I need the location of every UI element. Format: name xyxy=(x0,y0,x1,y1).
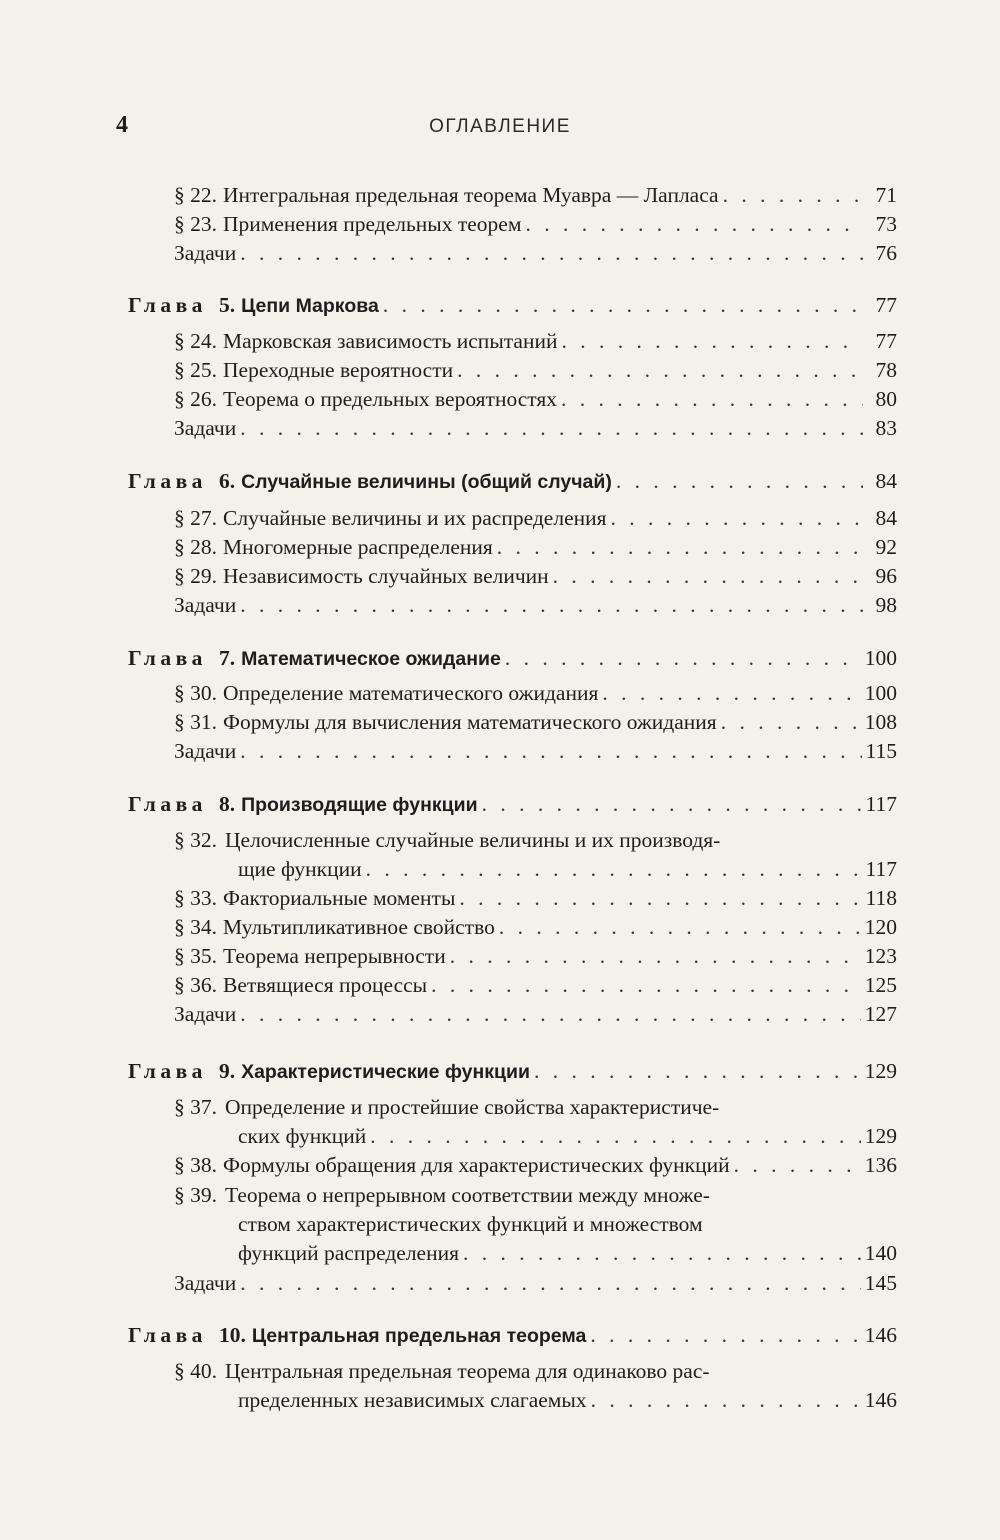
page-ref: 118 xyxy=(865,886,897,910)
leader-dots xyxy=(590,1320,860,1350)
leader-dots xyxy=(497,532,863,562)
page-ref: 71 xyxy=(875,183,897,207)
chapter-word: Глава xyxy=(128,469,207,493)
leader-dots xyxy=(611,503,863,533)
section-row xyxy=(174,883,897,913)
section-continuation-row xyxy=(238,1385,897,1415)
section-title: Факториальные моменты xyxy=(223,886,456,910)
section-row xyxy=(174,180,897,210)
toc-section[interactable] xyxy=(0,209,1000,239)
page-ref: 115 xyxy=(865,739,897,763)
section-number: § 31. xyxy=(174,710,217,734)
page-ref: 140 xyxy=(864,1241,897,1265)
leader-dots xyxy=(534,1056,861,1086)
page-header xyxy=(0,112,1000,144)
toc-problems[interactable] xyxy=(0,413,1000,443)
leader-dots xyxy=(240,413,863,443)
toc-section[interactable] xyxy=(0,825,1000,881)
section-line xyxy=(174,825,720,855)
toc-section[interactable] xyxy=(0,355,1000,385)
section-title: Интегральная предельная теорема Муавра — Лапласа xyxy=(223,183,719,207)
section-lead xyxy=(174,678,598,708)
section-line xyxy=(174,1092,719,1122)
page-ref: 80 xyxy=(875,387,897,411)
toc-section[interactable] xyxy=(0,678,1000,708)
chapter-word: Глава xyxy=(128,1059,207,1083)
section-title-line: пределенных независимых слагаемых xyxy=(238,1388,587,1412)
section-number: § 28. xyxy=(174,535,217,559)
section-title: Определение математического ожидания xyxy=(223,681,599,705)
leader-dots xyxy=(505,643,861,673)
chapter-lead xyxy=(128,466,612,496)
leader-dots xyxy=(525,209,863,239)
leader-dots xyxy=(482,789,862,819)
leader-dots xyxy=(240,1268,860,1298)
toc-chapter[interactable] xyxy=(0,290,1000,320)
section-lead xyxy=(174,883,455,913)
toc-section[interactable] xyxy=(0,1092,1000,1148)
chapter-row xyxy=(128,1056,897,1086)
toc-chapter[interactable] xyxy=(0,1320,1000,1350)
toc-chapter[interactable] xyxy=(0,466,1000,496)
section-number: § 33. xyxy=(174,886,217,910)
section-title: Многомерные распределения xyxy=(223,535,493,559)
toc-section[interactable] xyxy=(0,1356,1000,1412)
chapter-row xyxy=(128,290,897,320)
problems-label: Задачи xyxy=(174,241,237,265)
section-number: § 37. xyxy=(174,1095,217,1119)
chapter-number: 8. xyxy=(218,792,236,816)
leader-dots xyxy=(383,290,863,320)
problems-label: Задачи xyxy=(174,593,237,617)
leader-dots xyxy=(602,678,860,708)
leader-dots xyxy=(553,561,863,591)
section-row xyxy=(174,970,897,1000)
page-ref: 136 xyxy=(864,1153,897,1177)
section-title: Формулы для вычисления математического ожидания xyxy=(223,710,717,734)
section-title: Независимость случайных величин xyxy=(223,564,549,588)
toc-section[interactable] xyxy=(0,707,1000,737)
chapter-title: Математическое ожидание xyxy=(241,648,501,670)
page-ref: 129 xyxy=(864,1124,897,1148)
section-lead xyxy=(174,1150,730,1180)
section-lead xyxy=(174,384,557,414)
toc-section[interactable] xyxy=(0,1180,1000,1265)
section-title: Мультипликативное свойство xyxy=(223,915,495,939)
toc-section[interactable] xyxy=(0,326,1000,356)
section-lead xyxy=(174,912,495,942)
section-lead xyxy=(174,503,607,533)
leader-dots xyxy=(616,466,863,496)
section-title-line: функций распределения xyxy=(238,1241,459,1265)
section-row xyxy=(174,355,897,385)
chapter-row xyxy=(128,643,897,673)
page-ref: 98 xyxy=(875,593,897,617)
page-ref: 145 xyxy=(864,1271,897,1295)
toc-section[interactable] xyxy=(0,883,1000,913)
page-ref: 78 xyxy=(875,358,897,382)
problems-row xyxy=(174,238,897,268)
page-ref: 96 xyxy=(875,564,897,588)
chapter-lead xyxy=(128,290,379,320)
page-ref: 73 xyxy=(875,212,897,236)
section-number: § 24. xyxy=(174,329,217,353)
problems-label: Задачи xyxy=(174,739,237,763)
toc-section[interactable] xyxy=(0,180,1000,210)
chapter-title: Центральная предельная теорема xyxy=(251,1325,587,1347)
section-row xyxy=(174,707,897,737)
page-number: 4 xyxy=(116,112,128,138)
section-number: § 27. xyxy=(174,506,217,530)
section-row xyxy=(174,561,897,591)
section-title: Применения предельных теорем xyxy=(223,212,522,236)
section-title: Переходные вероятности xyxy=(223,358,454,382)
chapter-row xyxy=(128,466,897,496)
section-number: § 23. xyxy=(174,212,217,236)
page-ref: 129 xyxy=(864,1059,897,1083)
page-ref: 146 xyxy=(864,1388,897,1412)
chapter-title: Производящие функции xyxy=(241,794,478,816)
toc-problems[interactable] xyxy=(0,590,1000,620)
section-line xyxy=(174,1180,710,1210)
page-ref: 76 xyxy=(875,241,897,265)
section-continuation-row xyxy=(238,854,897,884)
chapter-lead xyxy=(128,1056,530,1086)
running-title: ОГЛАВЛЕНИЕ xyxy=(429,116,571,137)
section-lead xyxy=(174,941,446,971)
chapter-lead xyxy=(128,1320,586,1350)
leader-dots xyxy=(450,941,861,971)
chapter-row xyxy=(128,1320,897,1350)
problems-label: Задачи xyxy=(174,416,237,440)
page-ref: 77 xyxy=(875,329,897,353)
section-title-line: Целочисленные случайные величины и их производя- xyxy=(225,828,721,852)
chapter-word: Глава xyxy=(128,792,207,816)
section-title-line: ских функций xyxy=(238,1124,367,1148)
toc-problems[interactable] xyxy=(0,999,1000,1029)
section-lead xyxy=(174,707,717,737)
leader-dots xyxy=(240,999,860,1029)
leader-dots xyxy=(370,1121,861,1151)
chapter-number: 9. xyxy=(218,1059,236,1083)
section-title-line: ством характеристических функций и множеством xyxy=(238,1212,703,1236)
section-lead xyxy=(174,180,719,210)
page-ref: 123 xyxy=(864,944,897,968)
section-title: Случайные величины и их распределения xyxy=(223,506,607,530)
problems-label: Задачи xyxy=(174,1002,237,1026)
leader-dots xyxy=(459,883,861,913)
page-ref: 100 xyxy=(864,681,897,705)
leader-dots xyxy=(591,1385,861,1415)
section-lead xyxy=(174,561,549,591)
page-ref: 127 xyxy=(864,1002,897,1026)
page-ref: 100 xyxy=(864,646,897,670)
section-number: § 38. xyxy=(174,1153,217,1177)
chapter-word: Глава xyxy=(128,646,207,670)
leader-dots xyxy=(463,1238,861,1268)
section-row xyxy=(174,384,897,414)
toc-section[interactable] xyxy=(0,941,1000,971)
section-row xyxy=(174,912,897,942)
chapter-title: Цепи Маркова xyxy=(241,295,379,317)
section-row xyxy=(174,1150,897,1180)
section-title-line: Центральная предельная теорема для одинаково рас- xyxy=(225,1359,710,1383)
section-number: § 25. xyxy=(174,358,217,382)
chapter-number: 6. xyxy=(218,469,236,493)
section-number: § 30. xyxy=(174,681,217,705)
section-lead xyxy=(174,355,453,385)
leader-dots xyxy=(431,970,861,1000)
section-row xyxy=(174,503,897,533)
section-number: § 29. xyxy=(174,564,217,588)
chapter-number: 7. xyxy=(218,646,236,670)
toc-section[interactable] xyxy=(0,384,1000,414)
leader-dots xyxy=(240,590,863,620)
chapter-lead xyxy=(128,789,478,819)
section-row xyxy=(174,326,897,356)
chapter-number: 5. xyxy=(218,293,236,317)
section-continuation-row xyxy=(238,1238,897,1268)
section-number: § 35. xyxy=(174,944,217,968)
section-lead xyxy=(174,970,427,1000)
chapter-lead xyxy=(128,643,501,673)
section-line xyxy=(238,1209,703,1239)
leader-dots xyxy=(240,736,861,766)
problems-label: Задачи xyxy=(174,1271,237,1295)
section-number: § 26. xyxy=(174,387,217,411)
leader-dots xyxy=(457,355,863,385)
section-number: § 40. xyxy=(174,1359,217,1383)
section-title: Теорема о предельных вероятностях xyxy=(223,387,558,411)
section-number: § 39. xyxy=(174,1183,217,1207)
page-ref: 84 xyxy=(875,506,897,530)
section-line xyxy=(174,1356,710,1386)
page-ref: 83 xyxy=(875,416,897,440)
section-row xyxy=(174,941,897,971)
chapter-title: Характеристические функции xyxy=(241,1061,531,1083)
leader-dots xyxy=(723,180,863,210)
section-title-line: Определение и простейшие свойства характеристиче- xyxy=(225,1095,720,1119)
leader-dots xyxy=(366,854,862,884)
page-ref: 120 xyxy=(864,915,897,939)
problems-row xyxy=(174,1268,897,1298)
section-number: § 22. xyxy=(174,183,217,207)
toc-chapter[interactable] xyxy=(0,789,1000,819)
toc-section[interactable] xyxy=(0,503,1000,533)
section-lead xyxy=(174,209,521,239)
chapter-number: 10. xyxy=(218,1323,246,1347)
toc-section[interactable] xyxy=(0,912,1000,942)
chapter-title: Случайные величины (общий случай) xyxy=(241,471,612,493)
leader-dots xyxy=(561,326,863,356)
section-number: § 36. xyxy=(174,973,217,997)
section-title: Ветвящиеся процессы xyxy=(223,973,428,997)
section-title: Теорема непрерывности xyxy=(223,944,446,968)
section-row xyxy=(174,532,897,562)
problems-row xyxy=(174,736,897,766)
section-title-line: щие функции xyxy=(238,857,362,881)
problems-row xyxy=(174,413,897,443)
toc-section[interactable] xyxy=(0,1150,1000,1180)
section-number: § 32. xyxy=(174,828,217,852)
page-ref: 108 xyxy=(864,710,897,734)
leader-dots xyxy=(721,707,861,737)
leader-dots xyxy=(561,384,863,414)
section-row xyxy=(174,678,897,708)
section-title: Формулы обращения для характеристических функций xyxy=(223,1153,730,1177)
toc-chapter[interactable] xyxy=(0,1056,1000,1086)
page-ref: 125 xyxy=(864,973,897,997)
toc-section[interactable] xyxy=(0,970,1000,1000)
leader-dots xyxy=(240,238,863,268)
section-title-line: Теорема о непрерывном соответствии между множе- xyxy=(225,1183,710,1207)
page-ref: 77 xyxy=(875,293,897,317)
page-ref: 117 xyxy=(865,857,897,881)
toc-section[interactable] xyxy=(0,532,1000,562)
page-ref: 146 xyxy=(864,1323,897,1347)
chapter-word: Глава xyxy=(128,1323,207,1347)
page-ref: 117 xyxy=(865,792,897,816)
toc-section[interactable] xyxy=(0,561,1000,591)
toc-chapter[interactable] xyxy=(0,643,1000,673)
page-ref: 92 xyxy=(875,535,897,559)
toc-problems[interactable] xyxy=(0,1268,1000,1298)
problems-row xyxy=(174,590,897,620)
problems-row xyxy=(174,999,897,1029)
section-number: § 34. xyxy=(174,915,217,939)
toc-problems[interactable] xyxy=(0,736,1000,766)
toc-problems[interactable] xyxy=(0,238,1000,268)
section-continuation-row xyxy=(238,1121,897,1151)
section-lead xyxy=(174,532,493,562)
leader-dots xyxy=(499,912,861,942)
page-ref: 84 xyxy=(875,469,897,493)
section-lead xyxy=(174,326,557,356)
leader-dots xyxy=(734,1150,861,1180)
chapter-word: Глава xyxy=(128,293,207,317)
section-row xyxy=(174,209,897,239)
chapter-row xyxy=(128,789,897,819)
section-title: Марковская зависимость испытаний xyxy=(223,329,558,353)
